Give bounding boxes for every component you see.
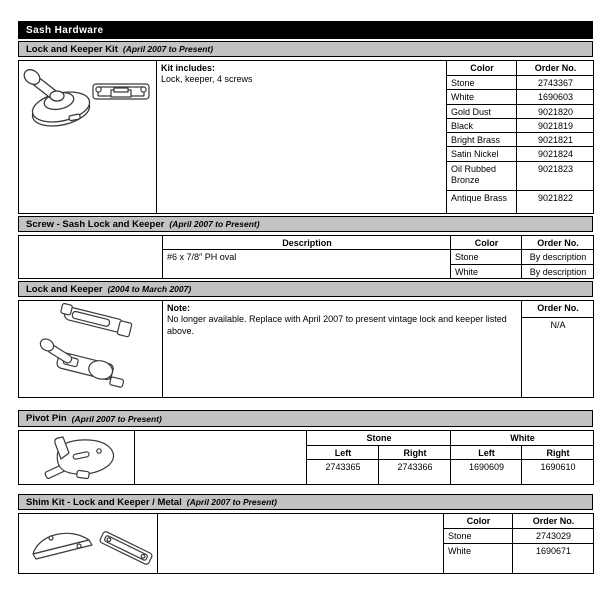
shim-kit-drawing-icon [23, 516, 158, 572]
section-date-range: (2004 to March 2007) [107, 284, 192, 294]
note-text: No longer available. Replace with April 2007 to present vintage lock and keeper listed above. [167, 314, 507, 336]
section-title: Lock and Keeper [26, 283, 103, 295]
color-cell: Black [447, 118, 517, 132]
column-header-order: Order No. [513, 514, 594, 529]
lock-keeper-old-table [18, 300, 594, 398]
color-cell: Bright Brass [447, 133, 517, 147]
order-cell: 9021822 [517, 190, 594, 213]
order-cell: 9021824 [517, 147, 594, 161]
order-cell-white-right: 1690610 [522, 460, 594, 485]
order-cell: 2743367 [517, 76, 594, 90]
column-header-color: Color [447, 61, 517, 76]
section-header-lock-keeper-old [18, 281, 593, 297]
color-cell: Gold Dust [447, 104, 517, 118]
section-title: Pivot Pin [26, 413, 67, 424]
order-cell: 2743029 [513, 529, 594, 544]
page-title: Sash Hardware [26, 24, 104, 36]
lock-keeper-kit-image-cell [19, 61, 157, 214]
pivot-pin-empty-cell [135, 431, 307, 485]
section-date-range: (April 2007 to Present) [186, 497, 277, 507]
pivot-pin-image-cell [19, 431, 135, 485]
section-title: Screw - Sash Lock and Keeper [26, 218, 165, 230]
color-cell: Stone [451, 250, 522, 264]
color-cell: Stone [447, 76, 517, 90]
section-date-range: (April 2007 to Present) [71, 413, 162, 424]
column-header-order: Order No. [522, 236, 594, 250]
section-header-shim-kit [18, 494, 593, 510]
order-cell-white-left: 1690609 [451, 460, 522, 485]
color-cell: Stone [444, 529, 513, 544]
note-cell [163, 301, 522, 398]
shim-kit-table [18, 513, 594, 574]
color-cell: White [444, 544, 513, 574]
section-header-pivot-pin [18, 410, 593, 427]
lock-keeper-kit-table [18, 60, 594, 214]
column-header-order: Order No. [522, 301, 594, 318]
section-title: Lock and Keeper Kit [26, 43, 118, 55]
column-header-right: Right [379, 446, 451, 460]
section-header-lock-keeper-kit [18, 41, 593, 57]
color-cell: White [451, 264, 522, 278]
order-cell: By description [522, 250, 594, 264]
shim-kit-image-cell [19, 514, 158, 574]
order-cell: 1690671 [513, 544, 594, 574]
order-cell: 1690603 [517, 90, 594, 104]
order-cell: N/A [522, 318, 594, 398]
order-cell: By description [522, 264, 594, 278]
kit-includes-cell [157, 61, 447, 214]
column-header-right: Right [522, 446, 594, 460]
color-cell: Oil Rubbed Bronze [447, 161, 517, 190]
section-title: Shim Kit - Lock and Keeper / Metal [26, 496, 182, 508]
column-header-left: Left [307, 446, 379, 460]
section-header-screw [18, 216, 593, 232]
lock-keeper-old-image-cell [19, 301, 163, 398]
color-cell: Antique Brass [447, 190, 517, 213]
column-header-color: Color [444, 514, 513, 529]
shim-kit-empty-cell [158, 514, 444, 574]
description-cell: #6 x 7/8″ PH oval [163, 250, 451, 279]
column-header-left: Left [451, 446, 522, 460]
column-header-color: Color [451, 236, 522, 250]
pivot-pin-table [18, 430, 594, 485]
column-header-description: Description [163, 236, 451, 250]
color-cell: Satin Nickel [447, 147, 517, 161]
kit-includes-label: Kit includes: [161, 63, 216, 73]
pivot-pin-drawing-icon [23, 433, 135, 483]
screw-image-cell [19, 236, 163, 279]
order-cell: 9021820 [517, 104, 594, 118]
color-cell: White [447, 90, 517, 104]
section-date-range: (April 2007 to Present) [169, 219, 260, 229]
order-cell: 9021823 [517, 161, 594, 190]
lock-and-keeper-drawing-icon [23, 63, 157, 210]
screw-table [18, 235, 594, 279]
section-date-range: (April 2007 to Present) [122, 44, 214, 54]
group-header-stone: Stone [307, 431, 451, 446]
group-header-white: White [451, 431, 594, 446]
page-title-bar [18, 21, 593, 39]
note-label: Note: [167, 303, 190, 313]
order-cell-stone-left: 2743365 [307, 460, 379, 485]
order-cell: 9021821 [517, 133, 594, 147]
kit-includes-text: Lock, keeper, 4 screws [161, 74, 253, 85]
column-header-order: Order No. [517, 61, 594, 76]
order-cell-stone-right: 2743366 [379, 460, 451, 485]
order-cell: 9021819 [517, 118, 594, 132]
old-lock-and-keeper-drawing-icon [23, 303, 163, 396]
